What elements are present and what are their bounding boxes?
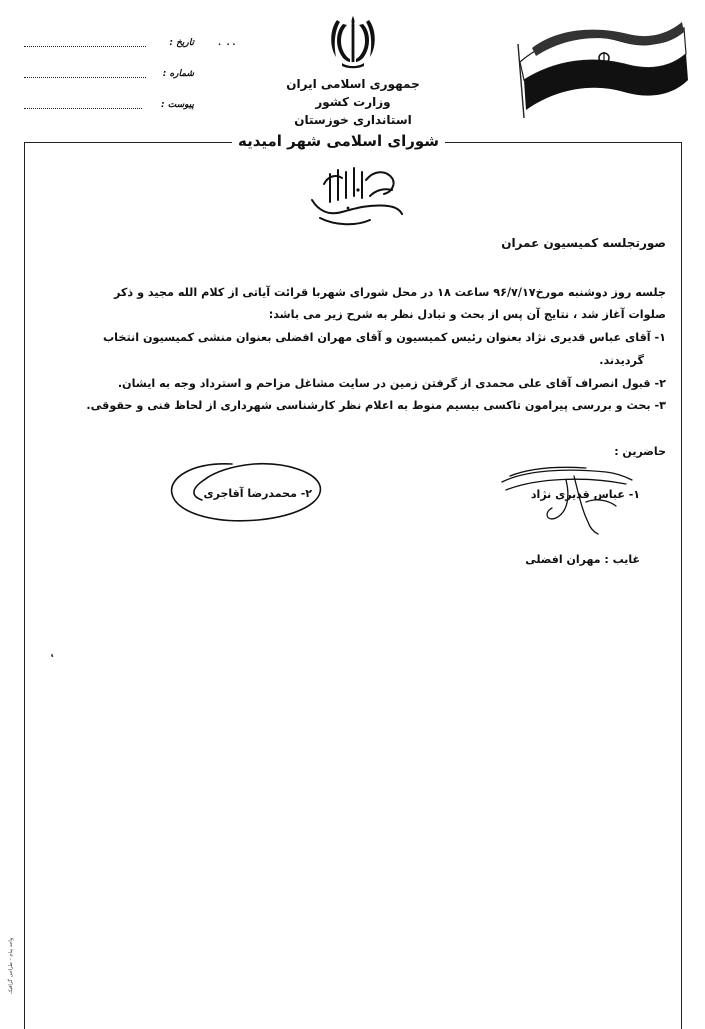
stray-mark: ، — [47, 649, 56, 661]
republic-title: جمهوری اسلامی ایران — [286, 77, 420, 91]
document-frame — [24, 142, 682, 1029]
iran-flag-icon — [512, 14, 692, 124]
iran-emblem-icon — [328, 14, 378, 70]
present-label: حاضرین : — [614, 445, 666, 458]
number-dots — [24, 69, 146, 78]
governorate-title: استانداری خوزستان — [294, 113, 412, 127]
side-note: واحد پیام – طراحی گرافیک — [8, 937, 14, 994]
attendee-2: ۲- محمدرضا آقاجری — [203, 487, 312, 500]
ministry-title: وزارت کشور — [315, 95, 391, 109]
date-dots — [24, 38, 146, 47]
council-title: شورای اسلامی شهر امیدیه — [232, 132, 445, 150]
resolution-item-2: ۲- قبول انصراف آقای علی محمدی از گرفتن زمین در سایت مشاغل مزاحم و استرداد وجه به ایشان. — [117, 377, 666, 390]
intro-line-1: جلسه روز دوشنبه مورخ۹۶/۷/۱۷ ساعت ۱۸ در محل شورای شهربا قرائت آیاتی از کلام الله مجید و ذکر — [113, 286, 666, 299]
attendee-1: ۱- عباس قدیری نژاد — [530, 488, 640, 501]
date-row — [24, 38, 194, 52]
date-value-mark: · · · — [218, 40, 236, 49]
resolution-item-1-cont: گردیدند. — [599, 354, 644, 367]
absent-member: غایب : مهران افضلی — [525, 553, 640, 566]
resolution-item-3: ۳- بحث و بررسی پیرامون تاکسی بیسیم منوط به اعلام نظر کارشناسی شهرداری از لحاظ فنی و حقوقی. — [86, 399, 666, 412]
attachment-dots — [24, 100, 142, 109]
date-label: تاریخ : — [169, 38, 194, 48]
attachment-label: پیوست : — [161, 100, 194, 110]
basmala-calligraphy-icon — [300, 160, 410, 232]
signature-member1-icon — [496, 462, 646, 540]
subject-title: صورتجلسه کمیسیون عمران — [501, 236, 666, 250]
resolution-item-1: ۱- آقای عباس قدیری نژاد بعنوان رئیس کمیسیون و آقای مهران افضلی بعنوان منشی کمیسیون انتخاب — [102, 331, 666, 344]
number-label: شماره : — [162, 69, 194, 79]
number-row — [24, 69, 194, 83]
intro-line-2: صلوات آغاز شد ، نتایج آن پس از بحث و تبادل نظر به شرح زیر می باشد: — [268, 308, 666, 321]
attachment-row — [24, 100, 194, 114]
